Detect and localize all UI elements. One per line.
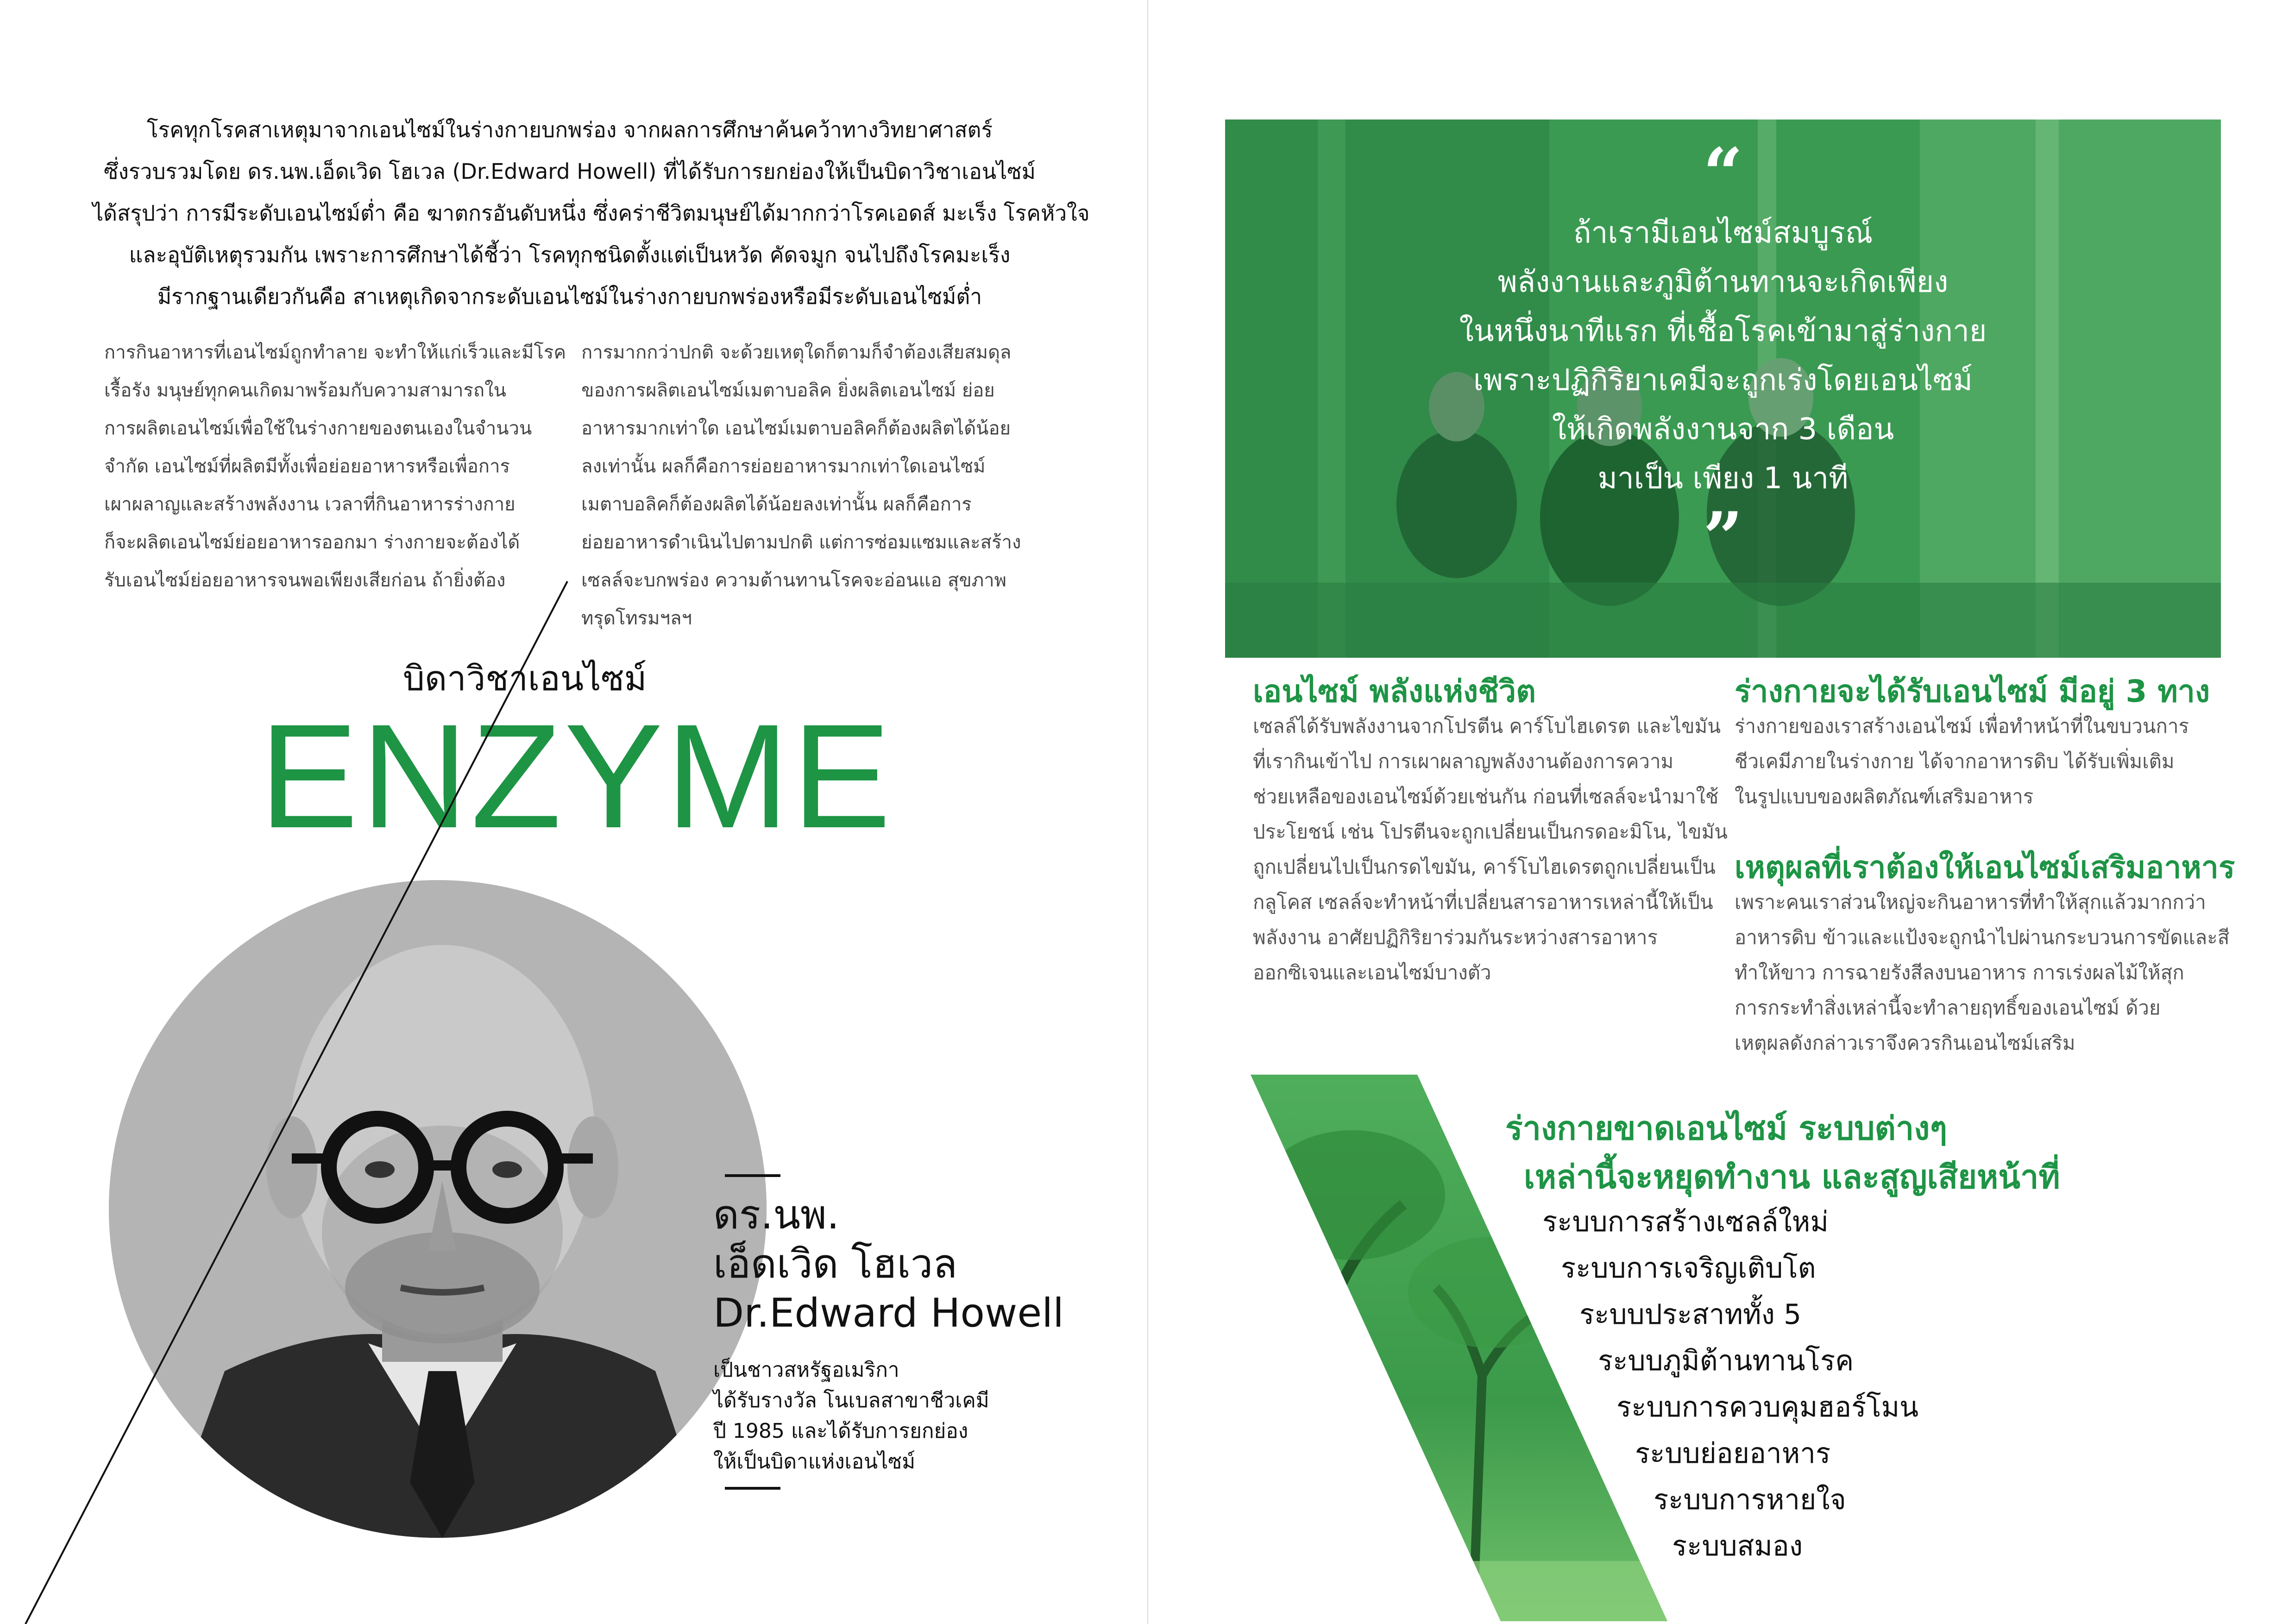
page-divider: [1147, 0, 1148, 1624]
section2-text: [1735, 709, 2189, 814]
system-item: ระบบการเจริญเติบโต: [1561, 1252, 1816, 1284]
name-line: ดร.นพ.: [713, 1192, 840, 1238]
deficiency-heading-line1: ร่างกายขาดเอนไซม์ ระบบต่างๆ: [1505, 1109, 1948, 1147]
body-line: การมากกว่าปกติ จะด้วยเหตุใดก็ตามก็จำต้องเสียสมดุล: [581, 342, 1012, 363]
para-line: อาหารดิบ ข้าวและแป้งจะถูกนำไปผ่านกระบวนการขัดและสี: [1735, 926, 2230, 949]
para-line: ประโยชน์ เช่น โปรตีนจะถูกเปลี่ยนเป็นกรดอะมิโน, ไขมัน: [1253, 820, 1728, 843]
name-line: Dr.Edward Howell: [713, 1290, 1064, 1336]
quote-line: มาเป็น เพียง 1 นาที: [1597, 461, 1849, 496]
para-line: พลังงาน อาศัยปฏิกิริยาร่วมกันระหว่างสารอาหาร: [1253, 926, 1658, 949]
intro-line: โรคทุกโรคสาเหตุมาจากเอนไซม์ในร่างกายบกพร่อง จากผลการศึกษาค้นคว้าทางวิทยาศาสตร์: [146, 117, 993, 142]
body-line: ของการผลิตเอนไซม์เมตาบอลิค ยิ่งผลิตเอนไซม์ ย่อย: [581, 380, 995, 401]
quote-line: ในหนึ่งนาทีแรก ที่เชื้อโรคเข้ามาสู่ร่างกาย: [1459, 314, 1987, 348]
system-item: ระบบประสาททั้ง 5: [1579, 1298, 1802, 1331]
section1-heading: เอนไซม์ พลังแห่งชีวิต: [1253, 674, 1536, 709]
deficiency-heading-line2: เหล่านี้จะหยุดทำงาน และสูญเสียหน้าที่: [1524, 1158, 2060, 1196]
quote-line: เพราะปฏิกิริยาเคมีจะถูกเร่งโดยเอนไซม์: [1473, 363, 1973, 397]
para-line: ชีวเคมีภายในร่างกาย ได้จากอาหารดิบ ได้รับเพิ่มเติม: [1735, 750, 2175, 773]
body-line: ก็จะผลิตเอนไซม์ย่อยอาหารออกมา ร่างกายจะต้องได้: [104, 532, 520, 553]
intro-line: มีรากฐานเดียวกันคือ สาเหตุเกิดจากระดับเอนไซม์ในร่างกายบกพร่องหรือมีระดับเอนไซม์ต่ำ: [157, 284, 982, 309]
body-line: เรื้อรัง มนุษย์ทุกคนเกิดมาพร้อมกับความสามารถใน: [104, 380, 506, 401]
body-line: ทรุดโทรมฯลฯ: [581, 608, 692, 629]
system-item: ระบบย่อยอาหาร: [1635, 1437, 1831, 1470]
quote-line: ให้เกิดพลังงานจาก 3 เดือน: [1552, 412, 1894, 447]
name-line: เอ็ดเวิด โฮเวล: [713, 1241, 957, 1287]
body-line: ลงเท่านั้น ผลก็คือการย่อยอาหารมากเท่าใดเอนไซม์: [581, 456, 986, 477]
para-line: ที่เรากินเข้าไป การเผาผลาญพลังงานต้องการความ: [1253, 750, 1674, 773]
para-line: กลูโคส เซลล์จะทำหน้าที่เปลี่ยนสารอาหารเหล่านี้ให้เป็น: [1253, 891, 1713, 913]
body-line: จำกัด เอนไซม์ที่ผลิตมีทั้งเพื่อย่อยอาหารหรือเพื่อการ: [104, 456, 510, 477]
system-item: ระบบการสร้างเซลล์ใหม่: [1542, 1206, 1829, 1238]
intro-line: และอุบัติเหตุรวมกัน เพราะการศึกษาได้ชี้ว่า โรคทุกชนิดตั้งแต่เป็นหวัด คัดจมูก จนไปถึงโรคมะเร็ง: [129, 242, 1011, 267]
bio-line: ให้เป็นบิดาแห่งเอนไซม์: [713, 1450, 916, 1473]
body-line: เผาผลาญและสร้างพลังงาน เวลาที่กินอาหารร่างกาย: [104, 494, 516, 515]
para-line: ในรูปแบบของผลิตภัณฑ์เสริมอาหาร: [1735, 785, 2034, 808]
section1-text: [1253, 709, 1728, 990]
intro-line: ซึ่งรวบรวมโดย ดร.นพ.เอ็ดเวิด โฮเวล (Dr.Edward Howell) ที่ได้รับการยกย่องให้เป็นบิดาวิชาเอนไซม์: [104, 159, 1036, 184]
para-line: ร่างกายของเราสร้างเอนไซม์ เพื่อทำหน้าที่ในขบวนการ: [1735, 715, 2189, 737]
body-line: เมตาบอลิคก็ต้องผลิตได้น้อยลงเท่านั้น ผลก็คือการ: [581, 494, 972, 515]
intro-line: ได้สรุปว่า การมีระดับเอนไซม์ต่ำ คือ ฆาตกรอันดับหนึ่ง ซึ่งคร่าชีวิตมนุษย์ได้มากกว่าโรคเอดส์ มะเร็ง โรคหัวใจ: [93, 201, 1090, 226]
para-line: ออกซิเจนและเอนไซม์บางตัว: [1253, 961, 1491, 984]
bio-line: ได้รับรางวัล โนเบลสาขาชีวเคมี: [713, 1389, 989, 1412]
para-line: เหตุผลดังกล่าวเราจึงควรกินเอนไซม์เสริม: [1735, 1032, 2075, 1054]
quote-open-mark: “: [1703, 133, 1743, 214]
section3-heading: เหตุผลที่เราต้องให้เอนไซม์เสริมอาหาร: [1735, 850, 2235, 885]
body-line: ย่อยอาหารดำเนินไปตามปกติ แต่การซ่อมแซมและสร้าง: [581, 532, 1021, 553]
para-line: เพราะคนเราส่วนใหญ่จะกินอาหารที่ทำให้สุกแล้วมากกว่า: [1735, 891, 2206, 913]
para-line: ถูกเปลี่ยนไปเป็นกรดไขมัน, คาร์โบไฮเดรตถูกเปลี่ยนเป็น: [1253, 856, 1716, 878]
section3-text: [1735, 885, 2229, 1061]
section2-heading: ร่างกายจะได้รับเอนไซม์ มีอยู่ 3 ทาง: [1735, 674, 2210, 709]
body-line: เซลล์จะบกพร่อง ความต้านทานโรคจะอ่อนแอ สุขภาพ: [581, 570, 1007, 591]
enzyme-title: ENZYME: [259, 693, 894, 859]
system-item: ระบบสมอง: [1672, 1530, 1803, 1562]
body-line: การกินอาหารที่เอนไซม์ถูกทำลาย จะทำให้แก่เร็วและมีโรค: [104, 342, 566, 363]
body-line: การผลิตเอนไซม์เพื่อใช้ในร่างกายของตนเองในจำนวน: [104, 418, 532, 439]
system-item: ระบบภูมิต้านทานโรค: [1598, 1345, 1854, 1377]
para-line: ทำให้ขาว การฉายรังสีลงบนอาหาร การเร่งผลไม้ให้สุก: [1735, 961, 2184, 984]
para-line: การกระทำสิ่งเหล่านี้จะทำลายฤทธิ์ของเอนไซม์ ด้วย: [1735, 996, 2161, 1019]
quote-line: พลังงานและภูมิต้านทานจะเกิดเพียง: [1497, 265, 1949, 299]
bio-line: ปี 1985 และได้รับการยกย่อง: [713, 1419, 968, 1443]
quote-line: ถ้าเรามีเอนไซม์สมบูรณ์: [1573, 216, 1873, 250]
system-item: ระบบการหายใจ: [1654, 1484, 1846, 1516]
system-item: ระบบการควบคุมฮอร์โมน: [1616, 1391, 1919, 1423]
bio-line: เป็นชาวสหรัฐอเมริกา: [713, 1358, 899, 1382]
diagonal-line: [0, 0, 1147, 1624]
para-line: เซลล์ได้รับพลังงานจากโปรตีน คาร์โบไฮเดรต และไขมัน: [1253, 715, 1721, 737]
para-line: ช่วยเหลือของเอนไซม์ด้วยเช่นกัน ก่อนที่เซลล์จะนำมาใช้: [1253, 785, 1719, 808]
quote-close-mark: ”: [1703, 497, 1743, 579]
body-line: รับเอนไซม์ย่อยอาหารจนพอเพียงเสียก่อน ถ้ายิ่งต้อง: [104, 570, 506, 591]
subtitle: บิดาวิชาเอนไซม์: [403, 659, 647, 699]
body-line: อาหารมากเท่าใด เอนไซม์เมตาบอลิคก็ต้องผลิตได้น้อย: [581, 418, 1011, 439]
quote-block: [1225, 133, 2221, 579]
